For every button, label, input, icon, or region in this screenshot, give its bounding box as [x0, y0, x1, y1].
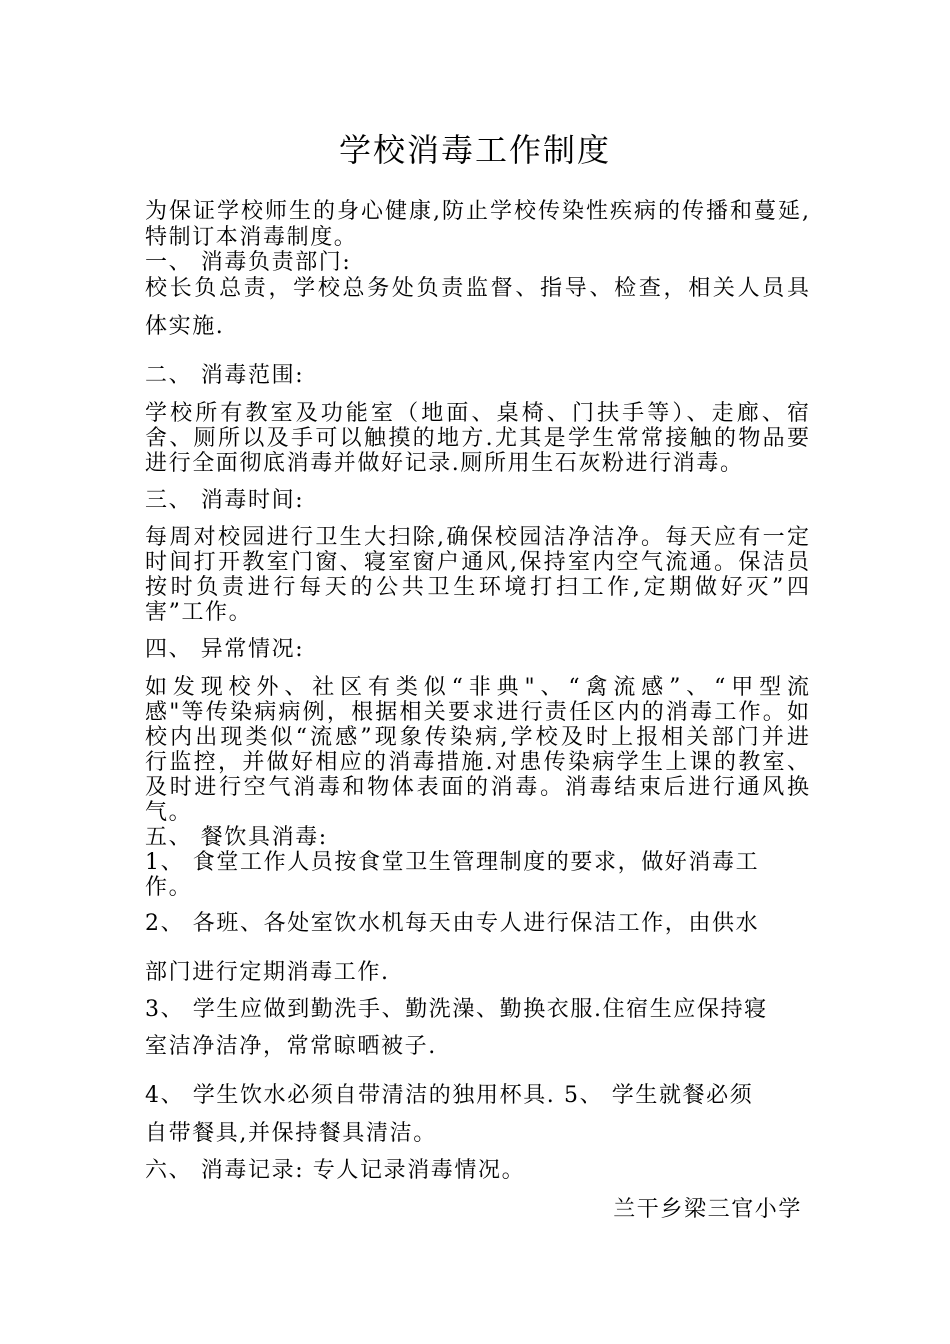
document-title: 学校消毒工作制度: [338, 131, 611, 169]
section-4-line-1: 如发现校外、社区有类似“非典"、“禽流感”、“甲型流: [145, 675, 809, 700]
section-3-line-3: 按时负责进行每天的公共卫生环境打扫工作,定期做好灭”四: [145, 575, 809, 600]
section-5-item-1-line-2: 作。: [145, 875, 193, 900]
section-5-item-2-line-1: 2、 各班、各处室饮水机每天由专人进行保洁工作，由供水: [145, 911, 760, 936]
section-5-item-1-line-1: 1、 食堂工作人员按食堂卫生管理制度的要求，做好消毒工: [145, 850, 760, 875]
section-4-line-3: 校内出现类似“流感”现象传染病,学校及时上报相关部门并进: [145, 725, 809, 750]
section-4-line-4: 行监控，并做好相应的消毒措施.对患传染病学生上课的教室、: [145, 750, 809, 775]
section-3-line-2: 时间打开教室门窗、寝室窗户通风,保持室内空气流通。保洁员: [145, 550, 809, 575]
section-5-heading: 五、 餐饮具消毒:: [145, 825, 328, 850]
section-5-item-2-line-2: 部门进行定期消毒工作.: [145, 960, 390, 985]
section-2-line-2: 舍、厕所以及手可以触摸的地方.尤其是学生常常接触的物品要: [145, 426, 809, 451]
section-1-line-2: 体实施.: [145, 314, 225, 339]
section-6-line: 六、 消毒记录: 专人记录消毒情况。: [145, 1158, 526, 1183]
section-3-heading: 三、 消毒时间:: [145, 488, 305, 513]
signature: 兰干乡梁三官小学: [613, 1197, 802, 1222]
section-1-heading: 一、 消毒负责部门:: [145, 250, 352, 275]
section-2-line-1: 学校所有教室及功能室（地面、桌椅、门扶手等）、走廊、宿: [145, 401, 809, 426]
intro-line-1: 为保证学校师生的身心健康,防止学校传染性疾病的传播和蔓延,: [145, 199, 809, 224]
section-4-line-5: 及时进行空气消毒和物体表面的消毒。消毒结束后进行通风换: [145, 775, 809, 800]
section-5-item-3-line-2: 室洁净洁净，常常晾晒被子.: [145, 1034, 437, 1059]
section-2-line-3: 进行全面彻底消毒并做好记录.厕所用生石灰粉进行消毒。: [145, 451, 744, 476]
section-3-line-1: 每周对校园进行卫生大扫除,确保校园洁净洁净。每天应有一定: [145, 525, 809, 550]
intro-line-2: 特制订本消毒制度。: [145, 225, 358, 250]
section-1-line-1: 校长负总责，学校总务处负责监督、指导、检查，相关人员具: [145, 276, 809, 301]
section-5-item-4-line-2: 自带餐具,并保持餐具清洁。: [145, 1121, 437, 1146]
section-5-item-4-line-1: 4、 学生饮水必须自带清洁的独用杯具. 5、 学生就餐必须: [145, 1083, 754, 1108]
section-4-line-2: 感"等传染病病例，根据相关要求进行责任区内的消毒工作。如: [145, 700, 809, 725]
section-3-line-4: 害”工作。: [145, 600, 253, 625]
section-5-item-3-line-1: 3、 学生应做到勤洗手、勤洗澡、勤换衣服.住宿生应保持寝: [145, 997, 768, 1022]
section-2-heading: 二、 消毒范围:: [145, 363, 305, 388]
section-4-heading: 四、 异常情况:: [145, 637, 305, 662]
section-4-line-6: 气。: [145, 800, 193, 825]
